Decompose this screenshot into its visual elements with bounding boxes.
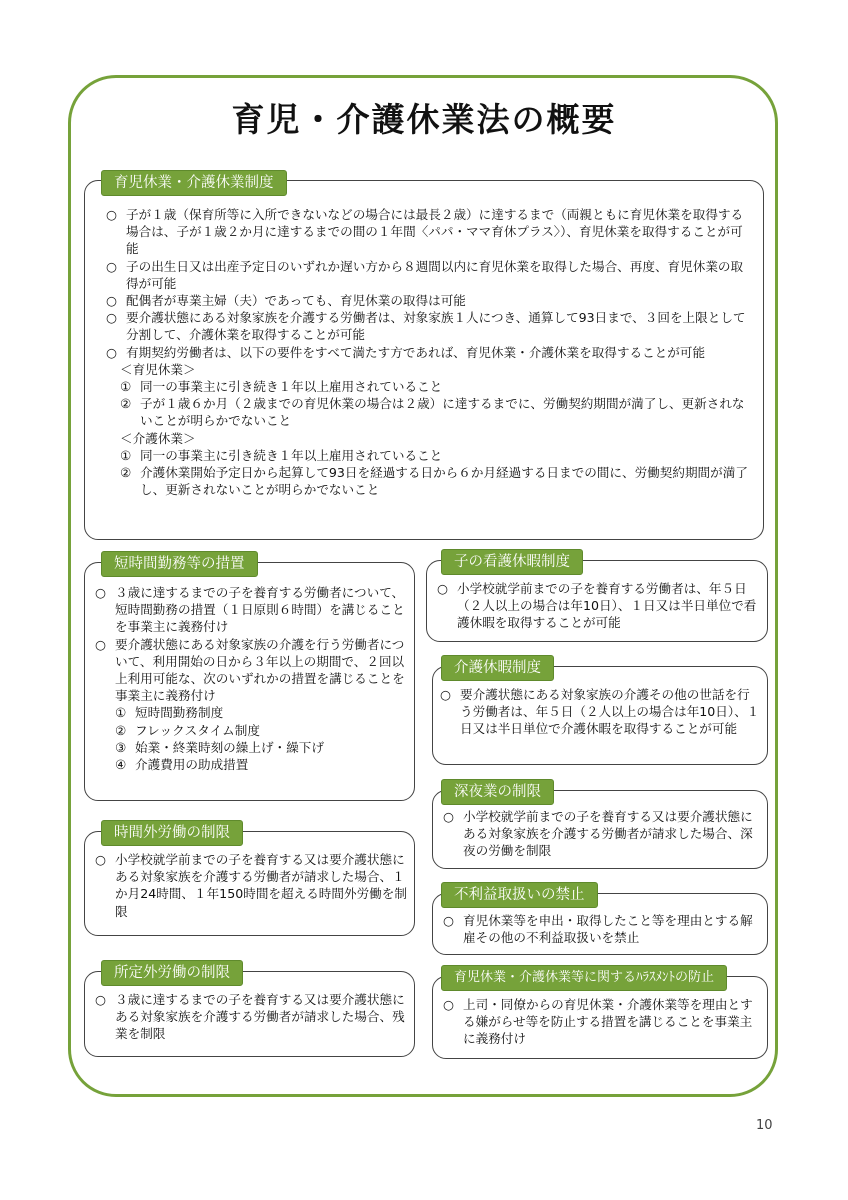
circle-bullet-icon: ○ (443, 997, 454, 1012)
list-item: ○ 小学校就学前までの子を養育する又は要介護状態にある対象家族を介護する労働者が請求した場合、深夜の労働を制限 (443, 809, 753, 859)
list-item: ○ 子が１歳（保育所等に入所できないなどの場合には最長２歳）に達するまで（両親ともに育児休業を取得する場合は、子が１歳２か月に達するまでの間の１年間〈パパ・ママ育休プラス〉）、育児休業を取得することが可能 (106, 207, 744, 257)
page-number: 10 (756, 1118, 773, 1133)
section-content-care-leave (440, 686, 760, 738)
requirement-item: ② 子が１歳６か月（２歳までの育児休業の場合は２歳）に達するまでに、労働契約期間が満了し、更新されないことが明らかでないこと (120, 396, 745, 429)
section-content-short-hours (95, 584, 407, 773)
section-content-night-work (443, 808, 761, 860)
circle-bullet-icon: ○ (443, 809, 454, 824)
list-item: ○ 配偶者が専業主婦（夫）であっても、育児休業の取得は可能 (106, 293, 466, 309)
circle-bullet-icon: ○ (440, 687, 451, 702)
list-item: ○ 有期契約労働者は、以下の要件をすべて満たす方であれば、育児休業・介護休業を取得することが可能 (106, 344, 706, 360)
section-tag-harassment-prevention: 育児休業・介護休業等に関するﾊﾗｽﾒﾝﾄの防止 (441, 965, 727, 991)
subheading-childcare: ＜育児休業＞ (120, 361, 196, 377)
section-content-harassment (443, 996, 761, 1048)
requirement-item: ② 介護休業開始予定日から起算して93日を経過する日から６か月経過する日までの間に、労働契約期間が満了し、更新されないことが明らかでないこと (120, 465, 748, 498)
section-tag-short-hours: 短時間勤務等の措置 (101, 551, 258, 577)
circle-bullet-icon: ○ (95, 585, 106, 600)
section-tag-night-work-limit: 深夜業の制限 (441, 779, 554, 805)
section-tag-child-nursing-leave: 子の看護休暇制度 (441, 549, 583, 575)
measure-item: ④ 介護費用の助成措置 (115, 757, 249, 773)
list-item: ○ ３歳に達するまでの子を養育する労働者について、短時間勤務の措置（１日原則６時間）を講じることを事業主に義務付け (95, 585, 405, 635)
list-item: ○ 要介護状態にある対象家族の介護その他の世話を行う労働者は、年５日（２人以上の場合は年10日）、１日又は半日単位で介護休暇を取得することが可能 (440, 687, 760, 737)
measure-item: ③ 始業・終業時刻の繰上げ・繰下げ (115, 739, 324, 755)
measure-item: ① 短時間勤務制度 (115, 705, 224, 721)
list-item: ○ 要介護状態にある対象家族を介護する労働者は、対象家族１人につき、通算して93日まで、３回を上限として分割して、介護休業を取得することが可能 (106, 310, 746, 343)
circle-bullet-icon: ○ (95, 636, 106, 652)
circle-bullet-icon: ○ (106, 310, 117, 326)
subheading-care: ＜介護休業＞ (120, 430, 196, 446)
section-content-disadvantage (443, 912, 761, 946)
circle-bullet-icon: ○ (95, 852, 106, 867)
list-item: ○ ３歳に達するまでの子を養育する又は要介護状態にある対象家族を介護する労働者が請求した場合、残業を制限 (95, 992, 405, 1042)
section-tag-non-scheduled-limit: 所定外労働の制限 (101, 960, 243, 986)
list-item: ○ 小学校就学前までの子を養育する又は要介護状態にある対象家族を介護する労働者が請求した場合、１か月24時間、１年150時間を超える時間外労働を制限 (95, 852, 407, 919)
section-tag-care-leave: 介護休暇制度 (441, 655, 554, 681)
section-tag-disadvantage-prohibition: 不利益取扱いの禁止 (441, 882, 598, 908)
section-tag-overtime-limit: 時間外労働の制限 (101, 820, 243, 846)
section-content-child-nursing (437, 580, 759, 632)
requirement-item: ① 同一の事業主に引き続き１年以上雇用されていること (120, 379, 443, 395)
section-tag-childcare-care-leave: 育児休業・介護休業制度 (101, 170, 287, 196)
requirement-item: ① 同一の事業主に引き続き１年以上雇用されていること (120, 447, 443, 463)
section-content-main (106, 206, 754, 498)
page-title: 育児・介護休業法の概要 (231, 100, 617, 139)
circle-bullet-icon: ○ (437, 581, 448, 596)
list-item: ○ 要介護状態にある対象家族の介護を行う労働者について、利用開始の日から３年以上の期間で、２回以上利用可能な、次のいずれかの措置を講じることを事業主に義務付け (95, 636, 405, 704)
circle-bullet-icon: ○ (95, 992, 106, 1007)
list-item: ○ 上司・同僚からの育児休業・介護休業等を理由とする嫌がらせ等を防止する措置を講じることを事業主に義務付け (443, 997, 753, 1047)
circle-bullet-icon: ○ (106, 258, 117, 274)
circle-bullet-icon: ○ (106, 207, 117, 222)
section-content-overtime (95, 851, 407, 920)
circle-bullet-icon: ○ (106, 293, 117, 309)
list-item: ○ 小学校就学前までの子を養育する労働者は、年５日（２人以上の場合は年10日）、１日又は半日単位で看護休暇を取得することが可能 (437, 581, 757, 631)
circle-bullet-icon: ○ (106, 344, 117, 360)
measure-item: ② フレックスタイム制度 (115, 722, 260, 738)
list-item: ○ 子の出生日又は出産予定日のいずれか遅い方から８週間以内に育児休業を取得した場合、再度、育児休業の取得が可能 (106, 258, 744, 291)
list-item: ○ 育児休業等を申出・取得したこと等を理由とする解雇その他の不利益取扱いを禁止 (443, 913, 753, 946)
section-content-non-scheduled (95, 991, 407, 1043)
circle-bullet-icon: ○ (443, 913, 454, 928)
